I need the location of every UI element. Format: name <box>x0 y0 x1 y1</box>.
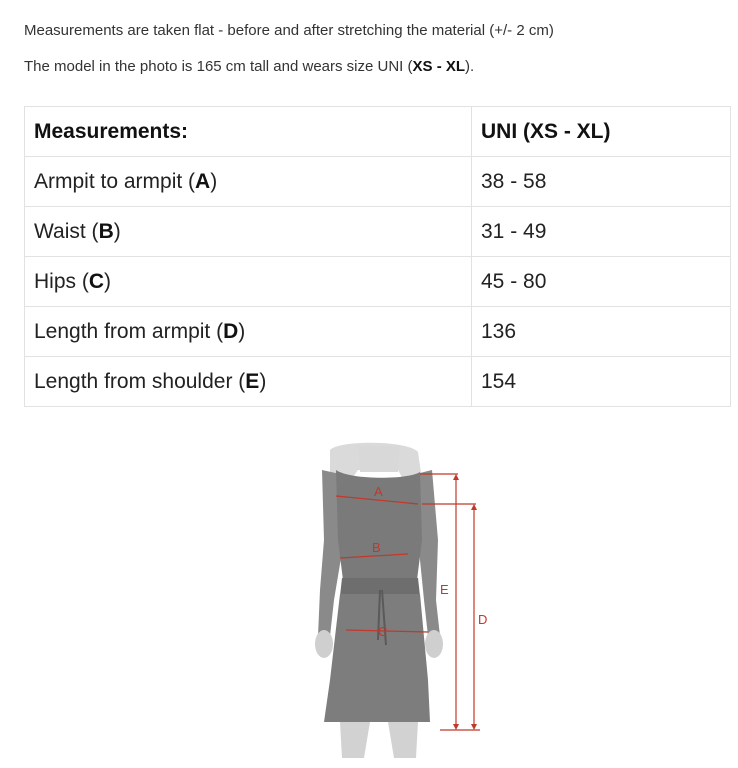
label-b: B <box>372 540 381 555</box>
row-value: 38 - 58 <box>472 157 731 207</box>
model-left-hand <box>315 630 333 658</box>
arrow-e-bottom <box>453 724 459 730</box>
row-value: 45 - 80 <box>472 257 731 307</box>
model-right-hand <box>425 630 443 658</box>
row-label-text: Length from armpit ( <box>34 319 224 343</box>
model-dress-skirt <box>324 594 430 722</box>
row-code: B <box>98 219 114 243</box>
label-e: E <box>440 582 449 597</box>
row-value: 136 <box>472 307 731 357</box>
size-table <box>24 106 731 407</box>
measurement-note: Measurements are taken flat - before and after stretching the material (+/- 2 cm) <box>24 22 554 39</box>
row-label-text: Hips ( <box>34 269 89 293</box>
row-label-text: Waist ( <box>34 219 99 243</box>
model-measurement-diagram <box>300 440 500 758</box>
label-a: A <box>374 484 383 499</box>
table-row <box>25 257 731 307</box>
model-note-suffix: ). <box>465 58 475 75</box>
row-code: E <box>245 369 260 393</box>
row-value: 154 <box>472 357 731 407</box>
model-note <box>24 58 474 75</box>
model-note-prefix: The model in the photo is 165 cm tall and wears size UNI ( <box>24 58 413 75</box>
arrow-d-bottom <box>471 724 477 730</box>
model-neck <box>358 446 400 472</box>
header-size: UNI (XS - XL) <box>472 107 731 157</box>
model-note-size: XS - XL <box>412 58 466 75</box>
table-row <box>25 357 731 407</box>
row-code: C <box>88 269 105 293</box>
row-label-close: ) <box>238 319 246 343</box>
row-code: D <box>223 319 239 343</box>
row-label-text: Length from shoulder ( <box>34 369 246 393</box>
row-label <box>25 207 472 257</box>
row-label <box>25 257 472 307</box>
row-value: 31 - 49 <box>472 207 731 257</box>
model-figure-illustration <box>300 440 500 758</box>
row-label <box>25 307 472 357</box>
model-legs <box>340 722 418 758</box>
row-label-close: ) <box>210 169 218 193</box>
row-label-text: Armpit to armpit ( <box>34 169 196 193</box>
table-row <box>25 307 731 357</box>
table-row <box>25 207 731 257</box>
row-label <box>25 157 472 207</box>
table-header-row <box>25 107 731 157</box>
label-c: C <box>378 624 388 639</box>
header-measurements: Measurements: <box>25 107 472 157</box>
row-label-close: ) <box>259 369 267 393</box>
row-code: A <box>195 169 211 193</box>
row-label <box>25 357 472 407</box>
table-row <box>25 157 731 207</box>
arrow-d-top <box>471 504 477 510</box>
row-label-close: ) <box>113 219 121 243</box>
row-label-close: ) <box>104 269 112 293</box>
arrow-e-top <box>453 474 459 480</box>
label-d: D <box>478 612 488 627</box>
